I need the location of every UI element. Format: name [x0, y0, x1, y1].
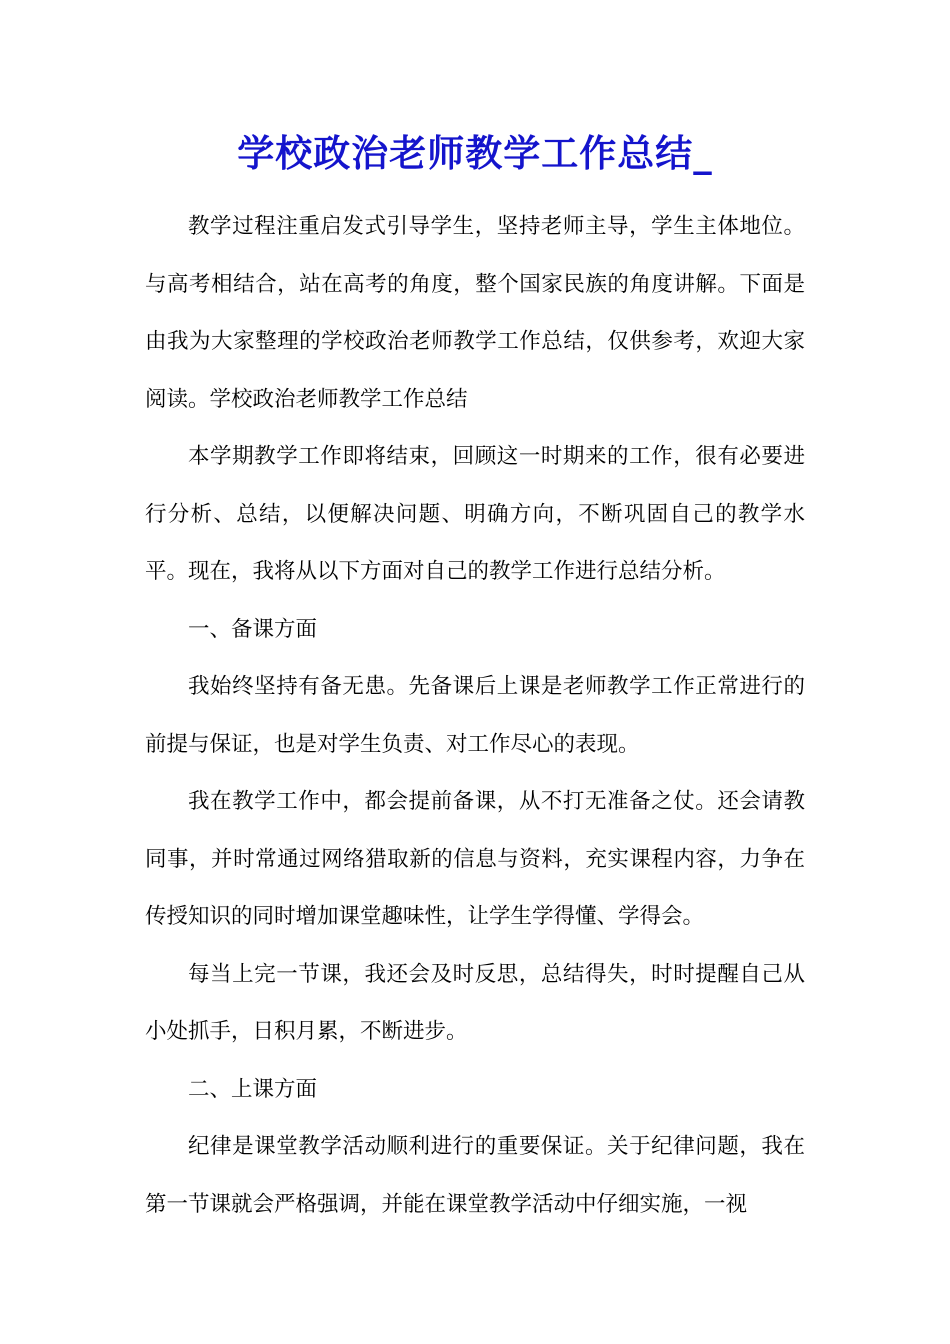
section-heading-lesson-prep: 一、备课方面: [188, 616, 318, 642]
section-heading-teaching: 二、上课方面: [188, 1076, 318, 1102]
paragraph-discipline: 纪律是课堂教学活动顺利进行的重要保证。关于纪律问题，我在第一节课就会严格强调，并能在课堂教学活动中仔细实施，一视: [145, 1134, 805, 1217]
document-body: [145, 198, 805, 1233]
paragraph-overview: 本学期教学工作即将结束，回顾这一时期来的工作，很有必要进行分析、总结，以便解决问题、明确方向，不断巩固自己的教学水平。现在，我将从以下方面对自己的教学工作进行总结分析。: [145, 444, 805, 584]
paragraph-prep-practice: 我在教学工作中，都会提前备课，从不打无准备之仗。还会请教同事，并时常通过网络猎取新的信息与资料，充实课程内容，力争在传授知识的同时增加课堂趣味性，让学生学得懂、学得会。: [145, 789, 805, 929]
paragraph-intro: 教学过程注重启发式引导学生，坚持老师主导，学生主体地位。与高考相结合，站在高考的角度，整个国家民族的角度讲解。下面是由我为大家整理的学校政治老师教学工作总结，仅供参考，欢迎大家阅读。学校政治老师教学工作总结: [145, 214, 805, 412]
paragraph-prep-reflection: 每当上完一节课，我还会及时反思，总结得失，时时提醒自己从小处抓手，日积月累，不断进步。: [145, 961, 805, 1044]
document-title: 学校政治老师教学工作总结_: [237, 131, 713, 175]
paragraph-prep-principle: 我始终坚持有备无患。先备课后上课是老师教学工作正常进行的前提与保证，也是对学生负责、对工作尽心的表现。: [145, 674, 805, 757]
